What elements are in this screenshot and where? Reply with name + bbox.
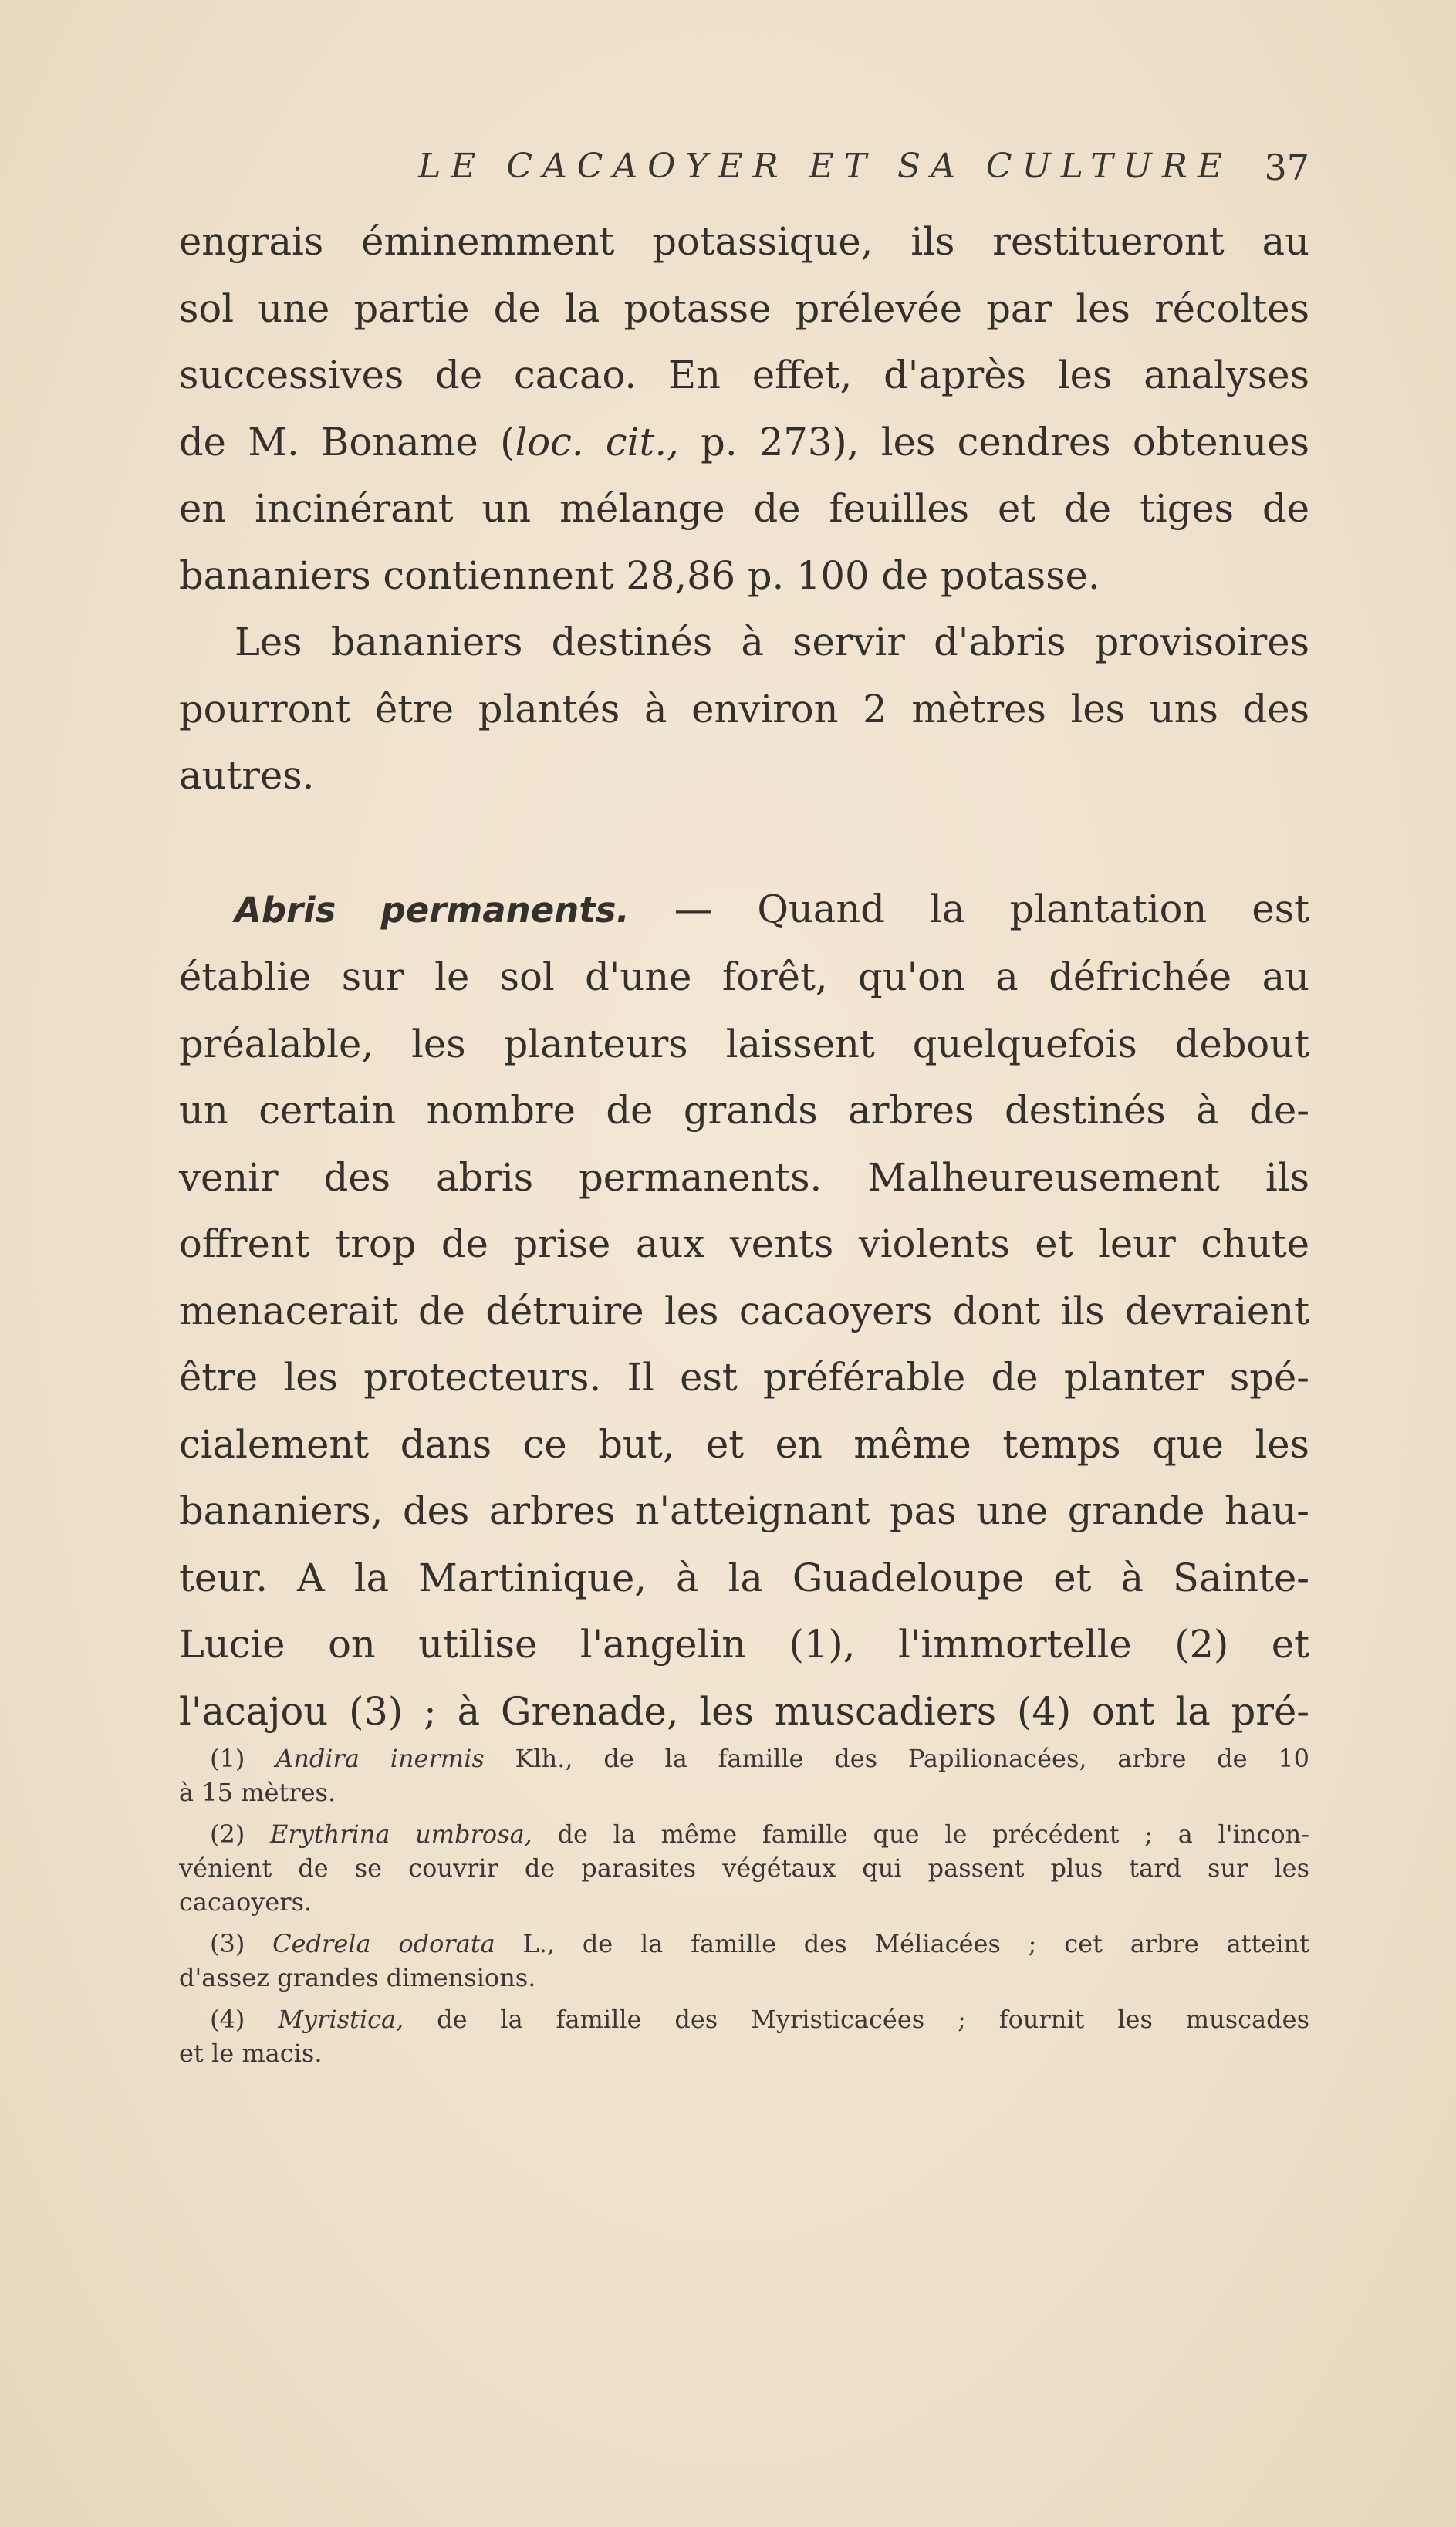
footnote-2 [179,1817,1309,1919]
text-line: autres. [179,753,315,798]
footnote-line: d'assez grandes dimensions. [179,1963,536,1992]
footnote-line [179,2002,1309,2036]
text-line [179,409,1309,476]
page-number: 37 [1264,147,1309,188]
footnote-line [179,1927,1309,1961]
page-header [179,147,1309,193]
text-line: préalable, les planteurs laissent quelquefois debout [179,1021,1309,1066]
text-line: bananiers, des arbres n'atteignant pas une grande hau- [179,1488,1309,1533]
footnote-species: Myristica, [278,2005,404,2034]
footnote-4 [179,2002,1309,2070]
footnote-line: et le macis. [179,2039,323,2068]
footnote-species: Erythrina umbrosa, [270,1819,532,1849]
footnote-number: (3) [210,1929,273,1958]
paragraph-gap [179,809,1309,876]
text-line: en incinérant un mélange de feuilles et de tiges de [179,486,1309,531]
text-line: offrent trop de prise aux vents violents et leur chute [179,1221,1309,1266]
text-line: venir des abris permanents. Malheureusement ils [179,1154,1309,1200]
text-line: être les protecteurs. Il est préférable de planter spé- [179,1355,1309,1400]
citation-italic: loc. cit., [515,419,679,465]
text-fragment: de M. Boname ( [179,419,515,465]
text-line: établie sur le sol d'une forêt, qu'on a défrichée au [179,954,1309,999]
section-heading: Abris permanents. [235,889,630,931]
footnote-number: (1) [210,1744,276,1773]
footnote-text: Klh., de la famille des Papilionacées, arbre de 10 [484,1744,1310,1773]
footnote-number: (4) [210,2005,279,2034]
footnotes [179,1742,1309,2078]
footnote-line: vénient de se couvrir de parasites végétaux qui passent plus tard sur les [179,1853,1309,1883]
footnote-number: (2) [210,1819,271,1849]
text-fragment: p. 273), les cendres obtenues [678,419,1309,465]
text-line [179,876,1309,944]
text-line: successives de cacao. En effet, d'après les analyses [179,353,1309,397]
footnote-species: Cedrela odorata [272,1929,495,1958]
running-title: LE CACAOYER ET SA CULTURE [418,147,1232,186]
footnote-text: de la famille des Myristicacées ; fournit les muscades [404,2005,1310,2034]
footnote-3 [179,1927,1309,1995]
footnote-1 [179,1742,1309,1809]
text-line: teur. A la Martinique, à la Guadeloupe et à Sainte- [179,1555,1309,1600]
text-line: l'acajou (3) ; à Grenade, les muscadiers (4) ont la pré- [179,1688,1309,1734]
text-line: sol une partie de la potasse prélevée par les récoltes [179,285,1309,331]
footnote-text: de la même famille que le précédent ; a l'incon- [532,1819,1310,1849]
footnote-line [179,1742,1309,1775]
body-text [179,208,1309,1745]
text-line: cialement dans ce but, et en même temps que les [179,1421,1309,1467]
text-line: Les bananiers destinés à servir d'abris provisoires [235,620,1309,664]
text-line: un certain nombre de grands arbres destinés à de- [179,1088,1309,1133]
footnote-line [179,1817,1309,1851]
text-line: engrais éminemment potassique, ils restitueront au [179,219,1309,264]
text-fragment: — Quand la plantation est [629,886,1309,931]
footnote-line: cacaoyers. [179,1887,312,1917]
text-line: bananiers contiennent 28,86 p. 100 de potasse. [179,552,1100,598]
footnote-text: L., de la famille des Méliacées ; cet arbre atteint [495,1929,1310,1958]
text-line: Lucie on utilise l'angelin (1), l'immortelle (2) et [179,1622,1309,1667]
footnote-species: Andira inermis [275,1744,485,1773]
text-line: menacerait de détruire les cacaoyers dont ils devraient [179,1288,1309,1333]
text-line: pourront être plantés à environ 2 mètres les uns des [179,686,1309,731]
footnote-line: à 15 mètres. [179,1778,336,1807]
